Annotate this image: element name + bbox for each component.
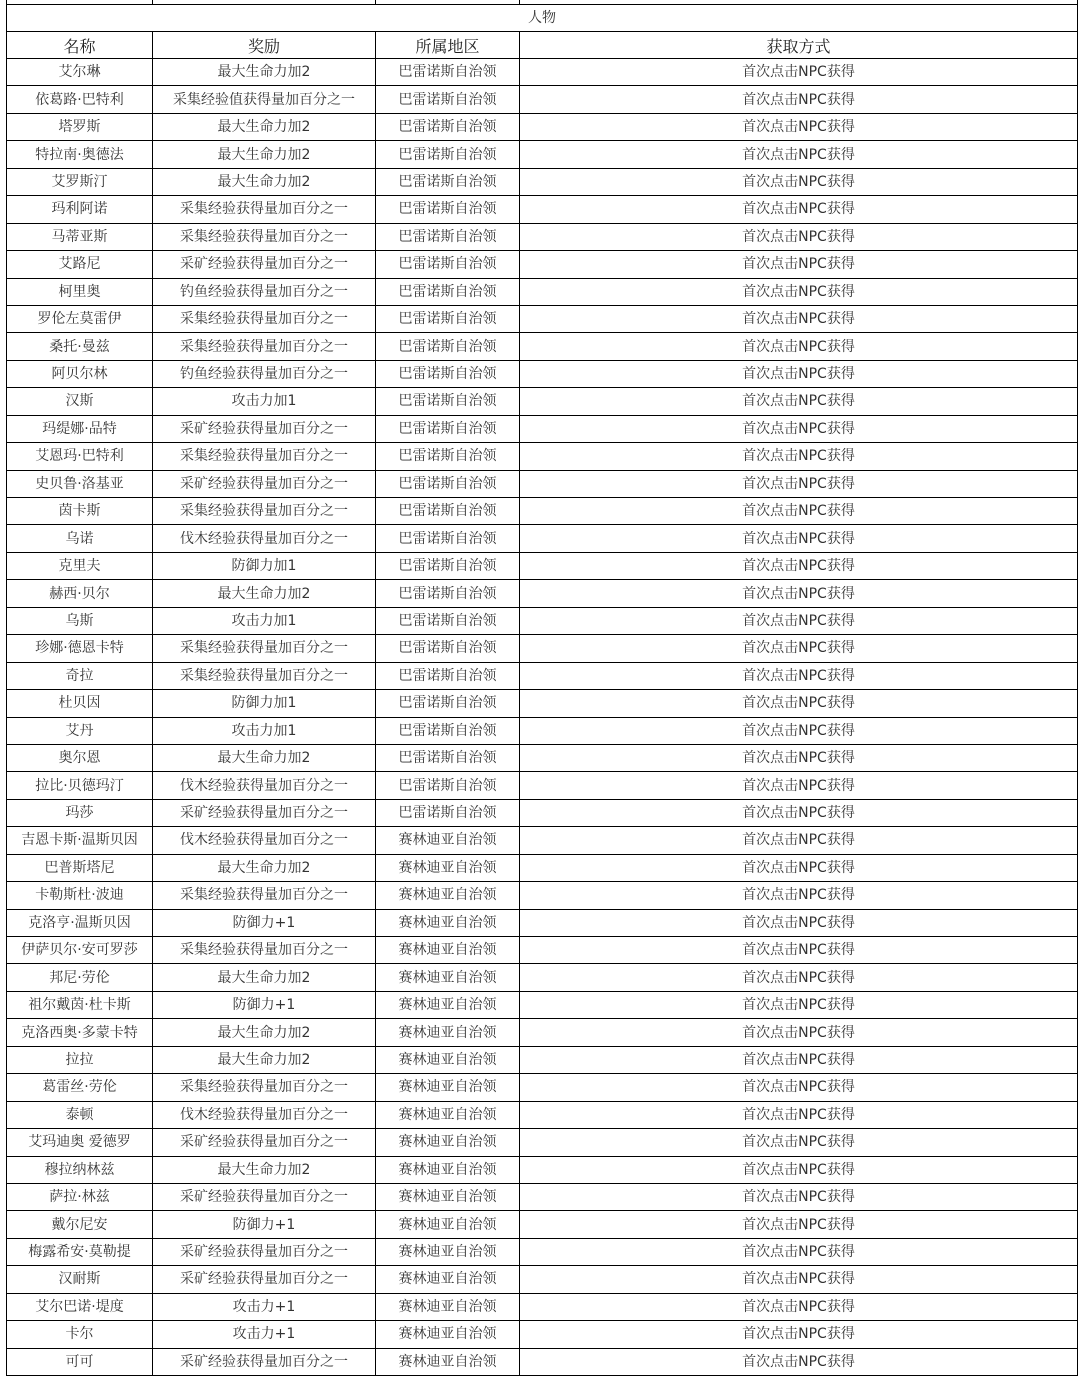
cell-name: 奇拉 <box>7 662 153 689</box>
table-row <box>7 1321 1078 1348</box>
cell-method: 首次点击NPC获得 <box>520 744 1078 771</box>
cell-reward: 伐木经验获得量加百分之一 <box>153 1101 376 1128</box>
cell-name: 穆拉纳林兹 <box>7 1156 153 1183</box>
table-row <box>7 251 1078 278</box>
cell-region: 巴雷诺斯自治领 <box>376 59 520 86</box>
cell-region: 赛林迪亚自治领 <box>376 1211 520 1238</box>
cell-name: 汉斯 <box>7 388 153 415</box>
table-row <box>7 113 1078 140</box>
cell-name: 克里夫 <box>7 552 153 579</box>
cell-method: 首次点击NPC获得 <box>520 1156 1078 1183</box>
cell-region: 巴雷诺斯自治领 <box>376 607 520 634</box>
table-row <box>7 86 1078 113</box>
cell-region: 赛林迪亚自治领 <box>376 937 520 964</box>
cell-region: 赛林迪亚自治领 <box>376 964 520 991</box>
cell-reward: 最大生命力加2 <box>153 59 376 86</box>
table-row <box>7 854 1078 881</box>
table-row <box>7 141 1078 168</box>
cell-reward: 采集经验获得量加百分之一 <box>153 635 376 662</box>
cell-method: 首次点击NPC获得 <box>520 552 1078 579</box>
cell-region: 赛林迪亚自治领 <box>376 882 520 909</box>
cell-name: 珍娜·德恩卡特 <box>7 635 153 662</box>
table-row <box>7 305 1078 332</box>
column-header-reward: 奖励 <box>153 32 376 59</box>
cell-region: 巴雷诺斯自治领 <box>376 525 520 552</box>
cell-name: 艾丹 <box>7 717 153 744</box>
table-row <box>7 580 1078 607</box>
cell-reward: 采集经验获得量加百分之一 <box>153 662 376 689</box>
cell-method: 首次点击NPC获得 <box>520 525 1078 552</box>
cell-reward: 攻击力+1 <box>153 1293 376 1320</box>
cell-region: 赛林迪亚自治领 <box>376 1183 520 1210</box>
cell-method: 首次点击NPC获得 <box>520 1211 1078 1238</box>
cell-name: 马蒂亚斯 <box>7 223 153 250</box>
cell-region: 赛林迪亚自治领 <box>376 1046 520 1073</box>
table-row <box>7 882 1078 909</box>
table-row <box>7 223 1078 250</box>
cell-method: 首次点击NPC获得 <box>520 580 1078 607</box>
cell-method: 首次点击NPC获得 <box>520 772 1078 799</box>
cell-name: 杜贝因 <box>7 690 153 717</box>
table-row <box>7 552 1078 579</box>
cell-name: 邦尼·劳伦 <box>7 964 153 991</box>
cell-name: 汉耐斯 <box>7 1266 153 1293</box>
cell-method: 首次点击NPC获得 <box>520 882 1078 909</box>
cell-method: 首次点击NPC获得 <box>520 937 1078 964</box>
table-row <box>7 635 1078 662</box>
cell-name: 艾恩玛·巴特利 <box>7 443 153 470</box>
cell-reward: 防御力加1 <box>153 690 376 717</box>
cell-region: 巴雷诺斯自治领 <box>376 223 520 250</box>
table-row <box>7 690 1078 717</box>
table-row <box>7 498 1078 525</box>
cell-region: 赛林迪亚自治领 <box>376 827 520 854</box>
cell-name: 玛缇娜·品特 <box>7 415 153 442</box>
cell-name: 可可 <box>7 1348 153 1375</box>
cell-reward: 防御力加1 <box>153 552 376 579</box>
cell-name: 艾尔巴诺·堤度 <box>7 1293 153 1320</box>
cell-region: 巴雷诺斯自治领 <box>376 333 520 360</box>
cell-region: 赛林迪亚自治领 <box>376 1129 520 1156</box>
table-row <box>7 717 1078 744</box>
cell-name: 特拉南·奥德法 <box>7 141 153 168</box>
cell-reward: 采矿经验获得量加百分之一 <box>153 1238 376 1265</box>
cell-name: 萨拉·林兹 <box>7 1183 153 1210</box>
cell-reward: 采集经验获得量加百分之一 <box>153 937 376 964</box>
cell-name: 克洛亨·温斯贝因 <box>7 909 153 936</box>
cell-region: 赛林迪亚自治领 <box>376 1074 520 1101</box>
cell-method: 首次点击NPC获得 <box>520 827 1078 854</box>
cell-name: 玛莎 <box>7 799 153 826</box>
cell-method: 首次点击NPC获得 <box>520 168 1078 195</box>
cell-reward: 采集经验获得量加百分之一 <box>153 196 376 223</box>
table-row <box>7 1211 1078 1238</box>
table-row <box>7 470 1078 497</box>
cell-name: 戴尔尼安 <box>7 1211 153 1238</box>
cell-reward: 采矿经验获得量加百分之一 <box>153 1266 376 1293</box>
cell-method: 首次点击NPC获得 <box>520 1293 1078 1320</box>
table-row <box>7 744 1078 771</box>
cell-region: 巴雷诺斯自治领 <box>376 360 520 387</box>
cell-region: 巴雷诺斯自治领 <box>376 305 520 332</box>
table-row <box>7 1156 1078 1183</box>
cell-method: 首次点击NPC获得 <box>520 498 1078 525</box>
cell-reward: 伐木经验获得量加百分之一 <box>153 525 376 552</box>
cell-name: 艾路尼 <box>7 251 153 278</box>
cell-name: 伊萨贝尔·安可罗莎 <box>7 937 153 964</box>
cell-method: 首次点击NPC获得 <box>520 1129 1078 1156</box>
cell-region: 巴雷诺斯自治领 <box>376 196 520 223</box>
cell-name: 葛雷丝·劳伦 <box>7 1074 153 1101</box>
cell-reward: 采集经验获得量加百分之一 <box>153 223 376 250</box>
cell-region: 巴雷诺斯自治领 <box>376 772 520 799</box>
cell-method: 首次点击NPC获得 <box>520 662 1078 689</box>
table-row <box>7 772 1078 799</box>
cell-name: 依葛路·巴特利 <box>7 86 153 113</box>
cell-method: 首次点击NPC获得 <box>520 305 1078 332</box>
table-row <box>7 1183 1078 1210</box>
table-row <box>7 1101 1078 1128</box>
table-row <box>7 388 1078 415</box>
cell-name: 茵卡斯 <box>7 498 153 525</box>
cell-region: 巴雷诺斯自治领 <box>376 662 520 689</box>
cell-reward: 最大生命力加2 <box>153 964 376 991</box>
cell-region: 巴雷诺斯自治领 <box>376 690 520 717</box>
cell-name: 乌斯 <box>7 607 153 634</box>
table-row <box>7 59 1078 86</box>
table-row <box>7 1046 1078 1073</box>
cell-method: 首次点击NPC获得 <box>520 388 1078 415</box>
cell-method: 首次点击NPC获得 <box>520 1074 1078 1101</box>
table-row <box>7 1293 1078 1320</box>
cell-method: 首次点击NPC获得 <box>520 443 1078 470</box>
cell-method: 首次点击NPC获得 <box>520 854 1078 881</box>
cell-reward: 采矿经验获得量加百分之一 <box>153 1183 376 1210</box>
cell-method: 首次点击NPC获得 <box>520 196 1078 223</box>
cell-reward: 最大生命力加2 <box>153 580 376 607</box>
table-row <box>7 1238 1078 1265</box>
cell-method: 首次点击NPC获得 <box>520 964 1078 991</box>
cell-name: 卡尔 <box>7 1321 153 1348</box>
cell-method: 首次点击NPC获得 <box>520 717 1078 744</box>
cell-region: 赛林迪亚自治领 <box>376 1156 520 1183</box>
cell-reward: 采集经验获得量加百分之一 <box>153 882 376 909</box>
cell-reward: 采集经验获得量加百分之一 <box>153 1074 376 1101</box>
cell-name: 阿贝尔林 <box>7 360 153 387</box>
cell-reward: 最大生命力加2 <box>153 141 376 168</box>
cell-reward: 攻击力加1 <box>153 717 376 744</box>
column-header-method: 获取方式 <box>520 32 1078 59</box>
cell-reward: 采集经验值获得量加百分之一 <box>153 86 376 113</box>
cell-method: 首次点击NPC获得 <box>520 690 1078 717</box>
cell-name: 梅露希安·莫勒提 <box>7 1238 153 1265</box>
cell-name: 奥尔恩 <box>7 744 153 771</box>
cell-method: 首次点击NPC获得 <box>520 59 1078 86</box>
cell-reward: 防御力+1 <box>153 1211 376 1238</box>
cell-name: 艾罗斯汀 <box>7 168 153 195</box>
cell-region: 赛林迪亚自治领 <box>376 1266 520 1293</box>
column-header-region: 所属地区 <box>376 32 520 59</box>
cell-method: 首次点击NPC获得 <box>520 1266 1078 1293</box>
cell-region: 赛林迪亚自治领 <box>376 1101 520 1128</box>
cell-reward: 攻击力加1 <box>153 388 376 415</box>
cell-method: 首次点击NPC获得 <box>520 909 1078 936</box>
cell-reward: 最大生命力加2 <box>153 113 376 140</box>
cell-method: 首次点击NPC获得 <box>520 278 1078 305</box>
cell-reward: 采集经验获得量加百分之一 <box>153 333 376 360</box>
table-row <box>7 991 1078 1018</box>
table-row <box>7 1266 1078 1293</box>
cell-name: 拉比·贝德玛汀 <box>7 772 153 799</box>
cell-reward: 最大生命力加2 <box>153 168 376 195</box>
cell-region: 巴雷诺斯自治领 <box>376 580 520 607</box>
table-row <box>7 937 1078 964</box>
cell-name: 罗伦左莫雷伊 <box>7 305 153 332</box>
cell-reward: 钓鱼经验获得量加百分之一 <box>153 360 376 387</box>
cell-region: 赛林迪亚自治领 <box>376 1238 520 1265</box>
cell-method: 首次点击NPC获得 <box>520 1019 1078 1046</box>
cell-name: 赫西·贝尔 <box>7 580 153 607</box>
table-row <box>7 799 1078 826</box>
cell-region: 巴雷诺斯自治领 <box>376 552 520 579</box>
table-row <box>7 278 1078 305</box>
cell-name: 艾玛迪奥 爱德罗 <box>7 1129 153 1156</box>
cell-reward: 防御力+1 <box>153 909 376 936</box>
cell-reward: 采矿经验获得量加百分之一 <box>153 1129 376 1156</box>
cell-region: 巴雷诺斯自治领 <box>376 717 520 744</box>
cell-method: 首次点击NPC获得 <box>520 607 1078 634</box>
cell-region: 赛林迪亚自治领 <box>376 854 520 881</box>
cell-reward: 伐木经验获得量加百分之一 <box>153 772 376 799</box>
cell-method: 首次点击NPC获得 <box>520 251 1078 278</box>
table-row <box>7 333 1078 360</box>
cell-reward: 防御力+1 <box>153 991 376 1018</box>
table-row <box>7 196 1078 223</box>
cell-reward: 采矿经验获得量加百分之一 <box>153 1348 376 1375</box>
cell-method: 首次点击NPC获得 <box>520 1348 1078 1375</box>
table-row <box>7 168 1078 195</box>
cell-method: 首次点击NPC获得 <box>520 333 1078 360</box>
cell-name: 泰顿 <box>7 1101 153 1128</box>
cell-name: 克洛西奥·多蒙卡特 <box>7 1019 153 1046</box>
cell-name: 桑托·曼兹 <box>7 333 153 360</box>
table-row <box>7 1129 1078 1156</box>
cell-method: 首次点击NPC获得 <box>520 113 1078 140</box>
cell-region: 赛林迪亚自治领 <box>376 1348 520 1375</box>
table-row <box>7 909 1078 936</box>
cell-region: 巴雷诺斯自治领 <box>376 799 520 826</box>
table-row <box>7 607 1078 634</box>
cell-name: 柯里奥 <box>7 278 153 305</box>
cell-reward: 采矿经验获得量加百分之一 <box>153 470 376 497</box>
table-row <box>7 443 1078 470</box>
cell-region: 巴雷诺斯自治领 <box>376 498 520 525</box>
table-row <box>7 827 1078 854</box>
cell-reward: 钓鱼经验获得量加百分之一 <box>153 278 376 305</box>
cell-name: 卡勒斯杜·波迪 <box>7 882 153 909</box>
knowledge-table <box>6 0 1078 1376</box>
cell-method: 首次点击NPC获得 <box>520 86 1078 113</box>
cell-name: 玛利阿诺 <box>7 196 153 223</box>
cell-reward: 采集经验获得量加百分之一 <box>153 305 376 332</box>
column-header-name: 名称 <box>7 32 153 59</box>
cell-method: 首次点击NPC获得 <box>520 470 1078 497</box>
cell-region: 巴雷诺斯自治领 <box>376 278 520 305</box>
cell-method: 首次点击NPC获得 <box>520 635 1078 662</box>
cell-reward: 最大生命力加2 <box>153 1046 376 1073</box>
cell-reward: 采矿经验获得量加百分之一 <box>153 799 376 826</box>
cell-reward: 最大生命力加2 <box>153 1019 376 1046</box>
cell-method: 首次点击NPC获得 <box>520 1046 1078 1073</box>
cell-reward: 采集经验获得量加百分之一 <box>153 443 376 470</box>
cell-method: 首次点击NPC获得 <box>520 799 1078 826</box>
cell-region: 巴雷诺斯自治领 <box>376 470 520 497</box>
cell-region: 巴雷诺斯自治领 <box>376 168 520 195</box>
cell-region: 巴雷诺斯自治领 <box>376 141 520 168</box>
cell-region: 赛林迪亚自治领 <box>376 1019 520 1046</box>
table-row <box>7 1348 1078 1375</box>
cell-method: 首次点击NPC获得 <box>520 991 1078 1018</box>
cell-region: 巴雷诺斯自治领 <box>376 415 520 442</box>
table-row <box>7 964 1078 991</box>
section-title: 人物 <box>7 5 1078 32</box>
cell-region: 巴雷诺斯自治领 <box>376 744 520 771</box>
cell-reward: 最大生命力加2 <box>153 744 376 771</box>
cell-region: 赛林迪亚自治领 <box>376 991 520 1018</box>
cell-reward: 攻击力+1 <box>153 1321 376 1348</box>
cell-name: 艾尔琳 <box>7 59 153 86</box>
cell-reward: 最大生命力加2 <box>153 1156 376 1183</box>
cell-name: 吉恩卡斯·温斯贝因 <box>7 827 153 854</box>
cell-region: 巴雷诺斯自治领 <box>376 113 520 140</box>
cell-name: 巴普斯塔尼 <box>7 854 153 881</box>
cell-method: 首次点击NPC获得 <box>520 415 1078 442</box>
cell-reward: 最大生命力加2 <box>153 854 376 881</box>
cell-region: 巴雷诺斯自治领 <box>376 443 520 470</box>
cell-name: 祖尔戴茵·杜卡斯 <box>7 991 153 1018</box>
column-header-row <box>7 32 1078 59</box>
cell-reward: 攻击力加1 <box>153 607 376 634</box>
table-row <box>7 525 1078 552</box>
cell-method: 首次点击NPC获得 <box>520 141 1078 168</box>
table-row <box>7 1074 1078 1101</box>
table-row <box>7 1019 1078 1046</box>
cell-name: 拉拉 <box>7 1046 153 1073</box>
cell-region: 巴雷诺斯自治领 <box>376 635 520 662</box>
cell-region: 巴雷诺斯自治领 <box>376 251 520 278</box>
cell-method: 首次点击NPC获得 <box>520 1183 1078 1210</box>
cell-reward: 伐木经验获得量加百分之一 <box>153 827 376 854</box>
cell-region: 赛林迪亚自治领 <box>376 1293 520 1320</box>
cell-reward: 采矿经验获得量加百分之一 <box>153 415 376 442</box>
section-title-row <box>7 5 1078 32</box>
cell-method: 首次点击NPC获得 <box>520 1238 1078 1265</box>
table-body <box>7 0 1078 1376</box>
cell-method: 首次点击NPC获得 <box>520 1321 1078 1348</box>
cell-region: 赛林迪亚自治领 <box>376 909 520 936</box>
cell-reward: 采矿经验获得量加百分之一 <box>153 251 376 278</box>
cell-name: 乌诺 <box>7 525 153 552</box>
cell-region: 赛林迪亚自治领 <box>376 1321 520 1348</box>
table-row <box>7 360 1078 387</box>
cell-name: 史贝鲁·洛基亚 <box>7 470 153 497</box>
table-row <box>7 662 1078 689</box>
cell-method: 首次点击NPC获得 <box>520 360 1078 387</box>
table-row <box>7 415 1078 442</box>
cell-reward: 采集经验获得量加百分之一 <box>153 498 376 525</box>
cell-region: 巴雷诺斯自治领 <box>376 86 520 113</box>
cell-name: 塔罗斯 <box>7 113 153 140</box>
cell-region: 巴雷诺斯自治领 <box>376 388 520 415</box>
cell-method: 首次点击NPC获得 <box>520 1101 1078 1128</box>
cell-method: 首次点击NPC获得 <box>520 223 1078 250</box>
